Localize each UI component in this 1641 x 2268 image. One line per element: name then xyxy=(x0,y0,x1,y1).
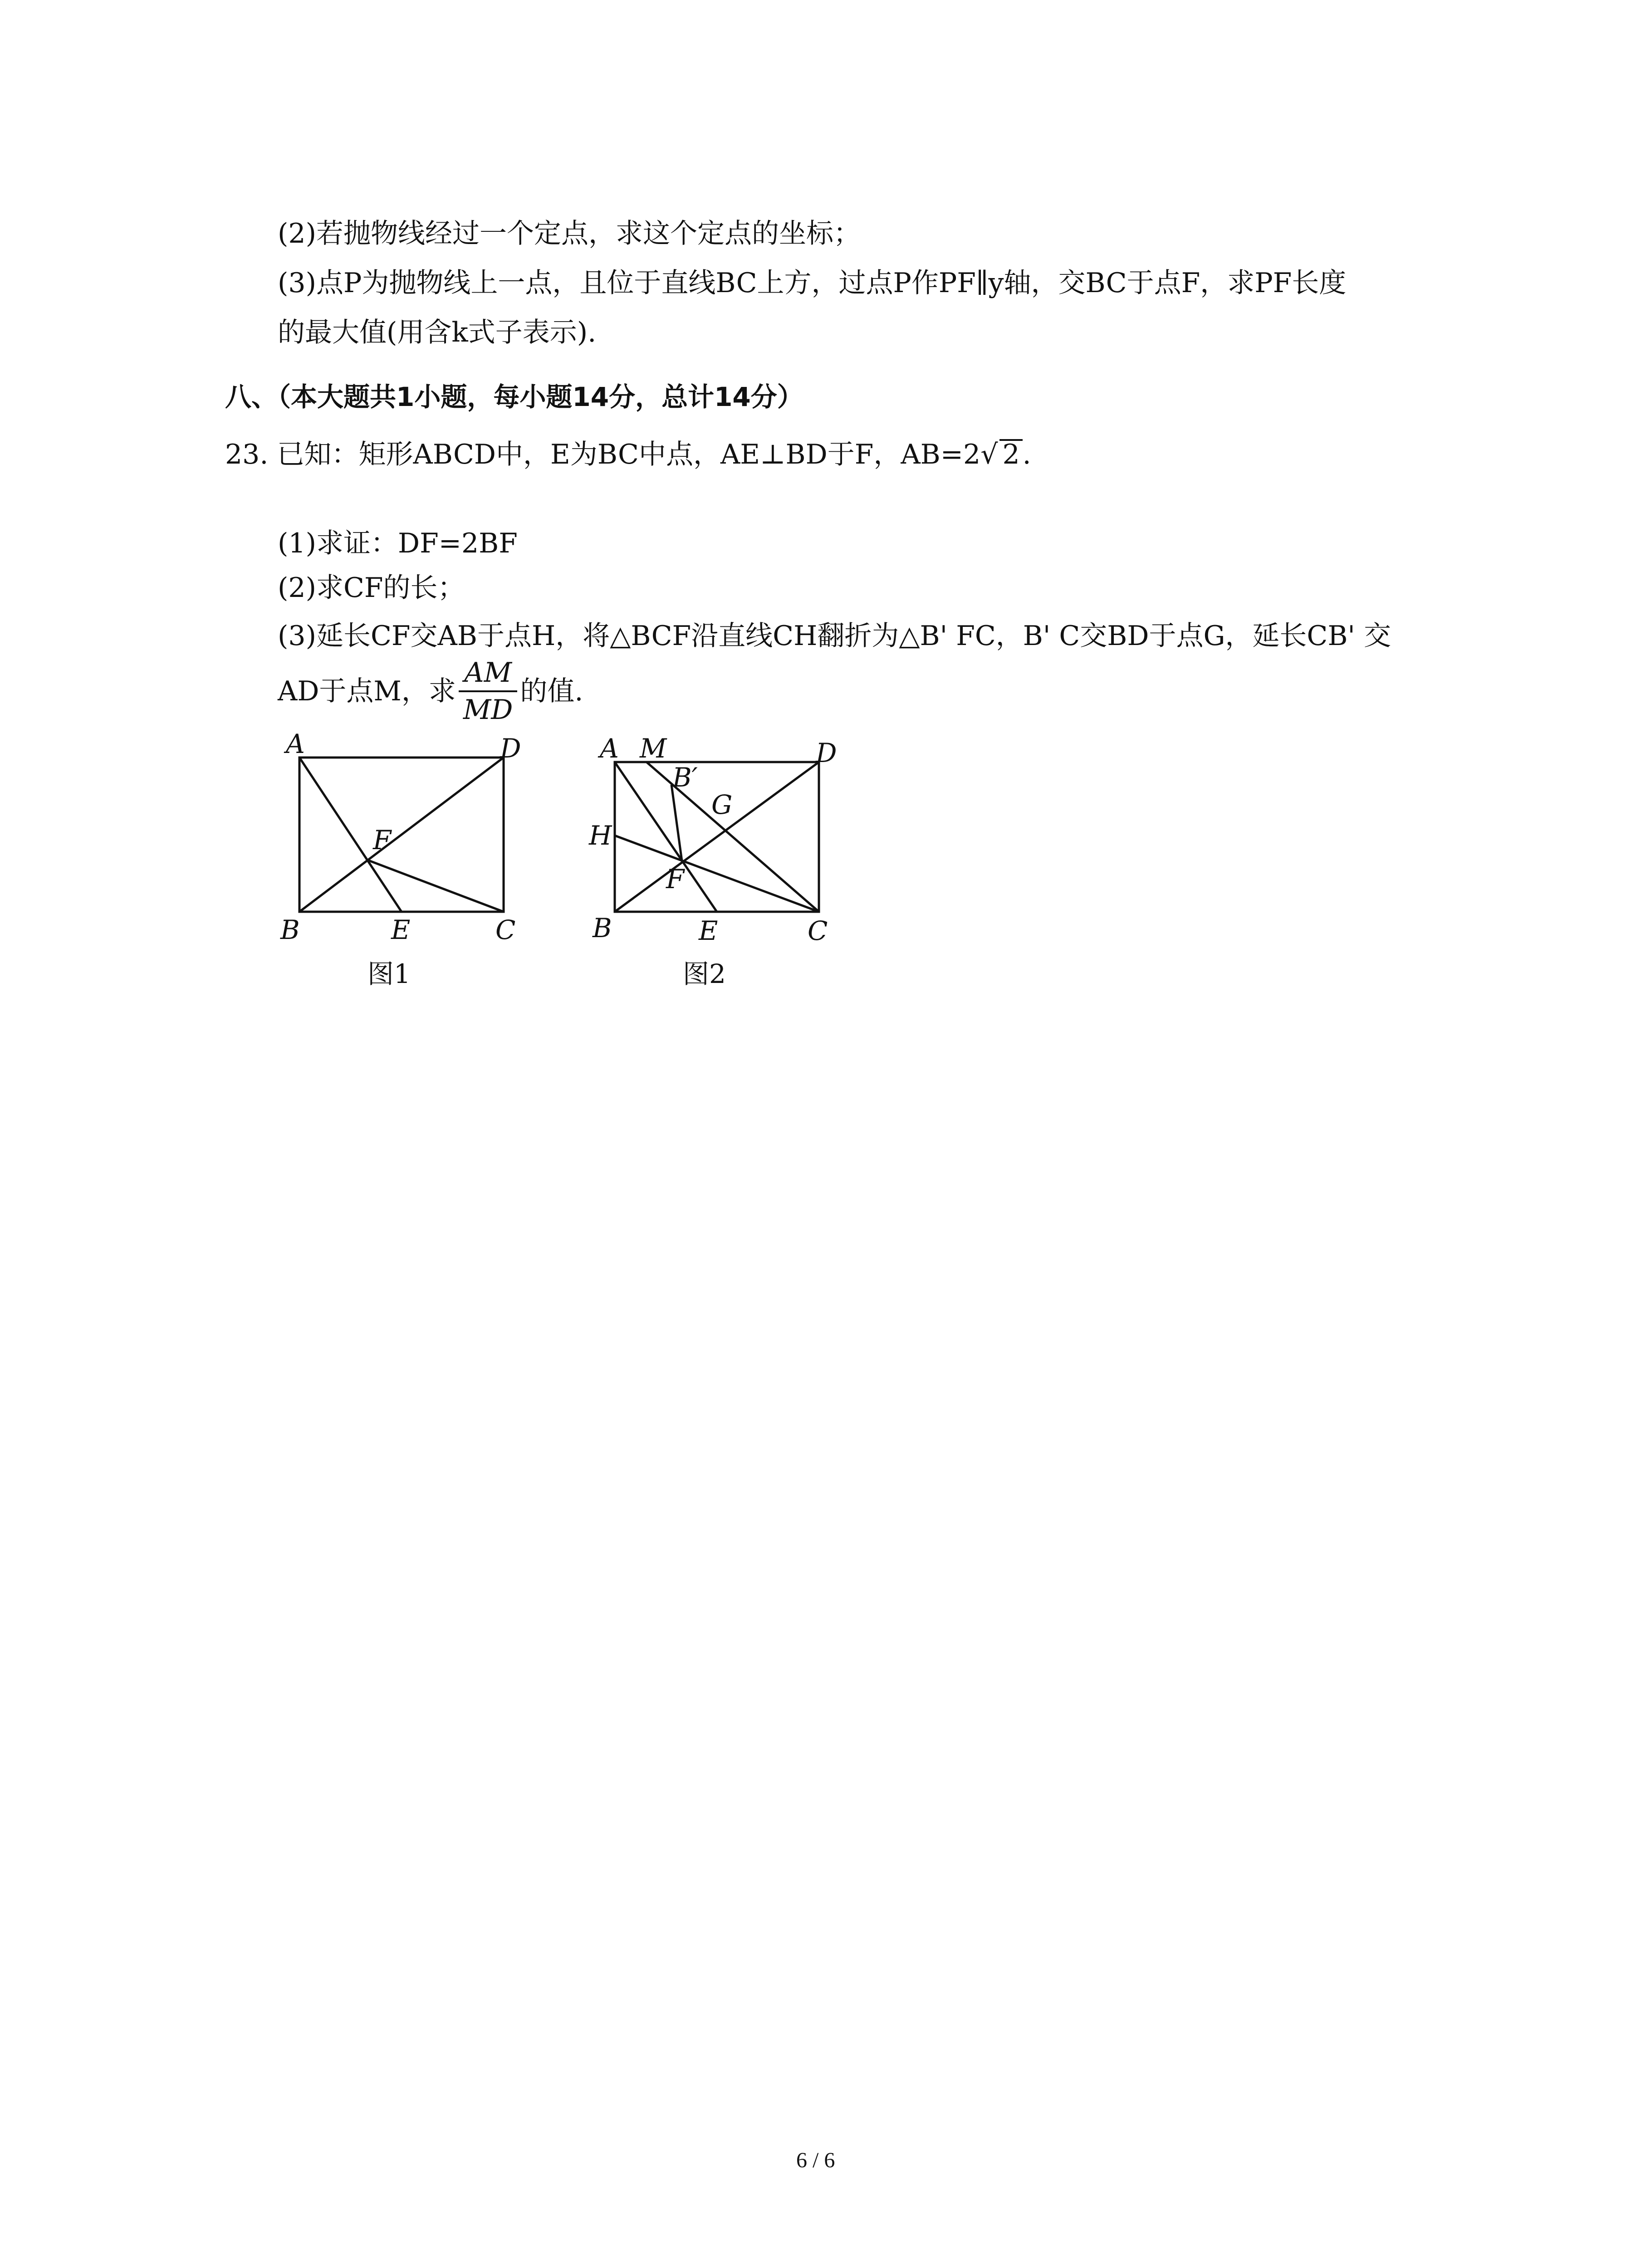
q23-part1: (1)求证：DF=2BF xyxy=(278,528,518,559)
q23-part3-line2 xyxy=(278,658,583,725)
section-heading: 八、（本大题共1小题，每小题14分，总计14分） xyxy=(225,381,803,412)
sqrt-radicand: 2 xyxy=(999,439,1022,468)
figure-1 xyxy=(272,726,554,962)
q23-part2: (2)求CF的长； xyxy=(278,572,465,604)
q22-part3-line2: 的最大值(用含k式子表示). xyxy=(278,317,597,348)
fig1-label-b: B xyxy=(280,914,300,945)
figure-2-caption: 图2 xyxy=(683,958,726,989)
q22-part2: (2)若抛物线经过一个定点，求这个定点的坐标； xyxy=(278,218,861,249)
fig2-label-f: F xyxy=(666,864,685,894)
fig1-label-f: F xyxy=(373,825,392,855)
figure-2 xyxy=(576,726,857,962)
figure-1-caption: 图1 xyxy=(367,958,411,989)
q23-stem xyxy=(225,439,1031,468)
fig1-segment-fc xyxy=(367,860,504,912)
fig2-label-g: G xyxy=(711,789,733,820)
fig1-label-a: A xyxy=(286,728,305,759)
sqrt-symbol: √ 2 xyxy=(980,439,1022,468)
fig2-label-d: D xyxy=(816,738,837,768)
fig2-label-h: H xyxy=(589,820,612,851)
page-number: 6 / 6 xyxy=(796,2148,835,2172)
fig2-label-c: C xyxy=(808,915,828,946)
q23-stem-prefix: 23. 已知：矩形ABCD中，E为BC中点，AE⊥BD于F，AB=2 xyxy=(225,439,981,470)
fig2-label-b: B xyxy=(593,913,612,943)
fraction-numerator: AM xyxy=(459,658,518,692)
fig2-segment-hc xyxy=(615,836,819,912)
fraction-denominator: MD xyxy=(463,694,513,726)
fig1-label-c: C xyxy=(495,914,516,945)
q23-part3-line2-suffix: 的值. xyxy=(520,675,583,707)
q23-part3-line2-prefix: AD于点M，求 xyxy=(278,675,456,707)
q23-stem-suffix: . xyxy=(1022,439,1031,470)
fig1-label-e: E xyxy=(391,914,411,945)
fig2-label-b-prime: B′ xyxy=(672,762,698,793)
q23-part3-line1: (3)延长CF交AB于点H，将△BCF沿直线CH翻折为△B' FC，B' C交BD于点G，延长CB' 交 xyxy=(278,620,1391,652)
fig2-diagonal-bd xyxy=(615,762,819,912)
fig2-label-a: A xyxy=(600,733,619,764)
q22-part3-line1: (3)点P为抛物线上一点，且位于直线BC上方，过点P作PF∥y轴，交BC于点F，求PF长度 xyxy=(278,267,1347,299)
fig2-label-e: E xyxy=(699,915,718,946)
fraction-am-md xyxy=(459,658,518,725)
fig1-diagonal-bd xyxy=(299,758,504,912)
fig2-label-m: M xyxy=(640,733,667,764)
fig1-label-d: D xyxy=(500,733,521,764)
